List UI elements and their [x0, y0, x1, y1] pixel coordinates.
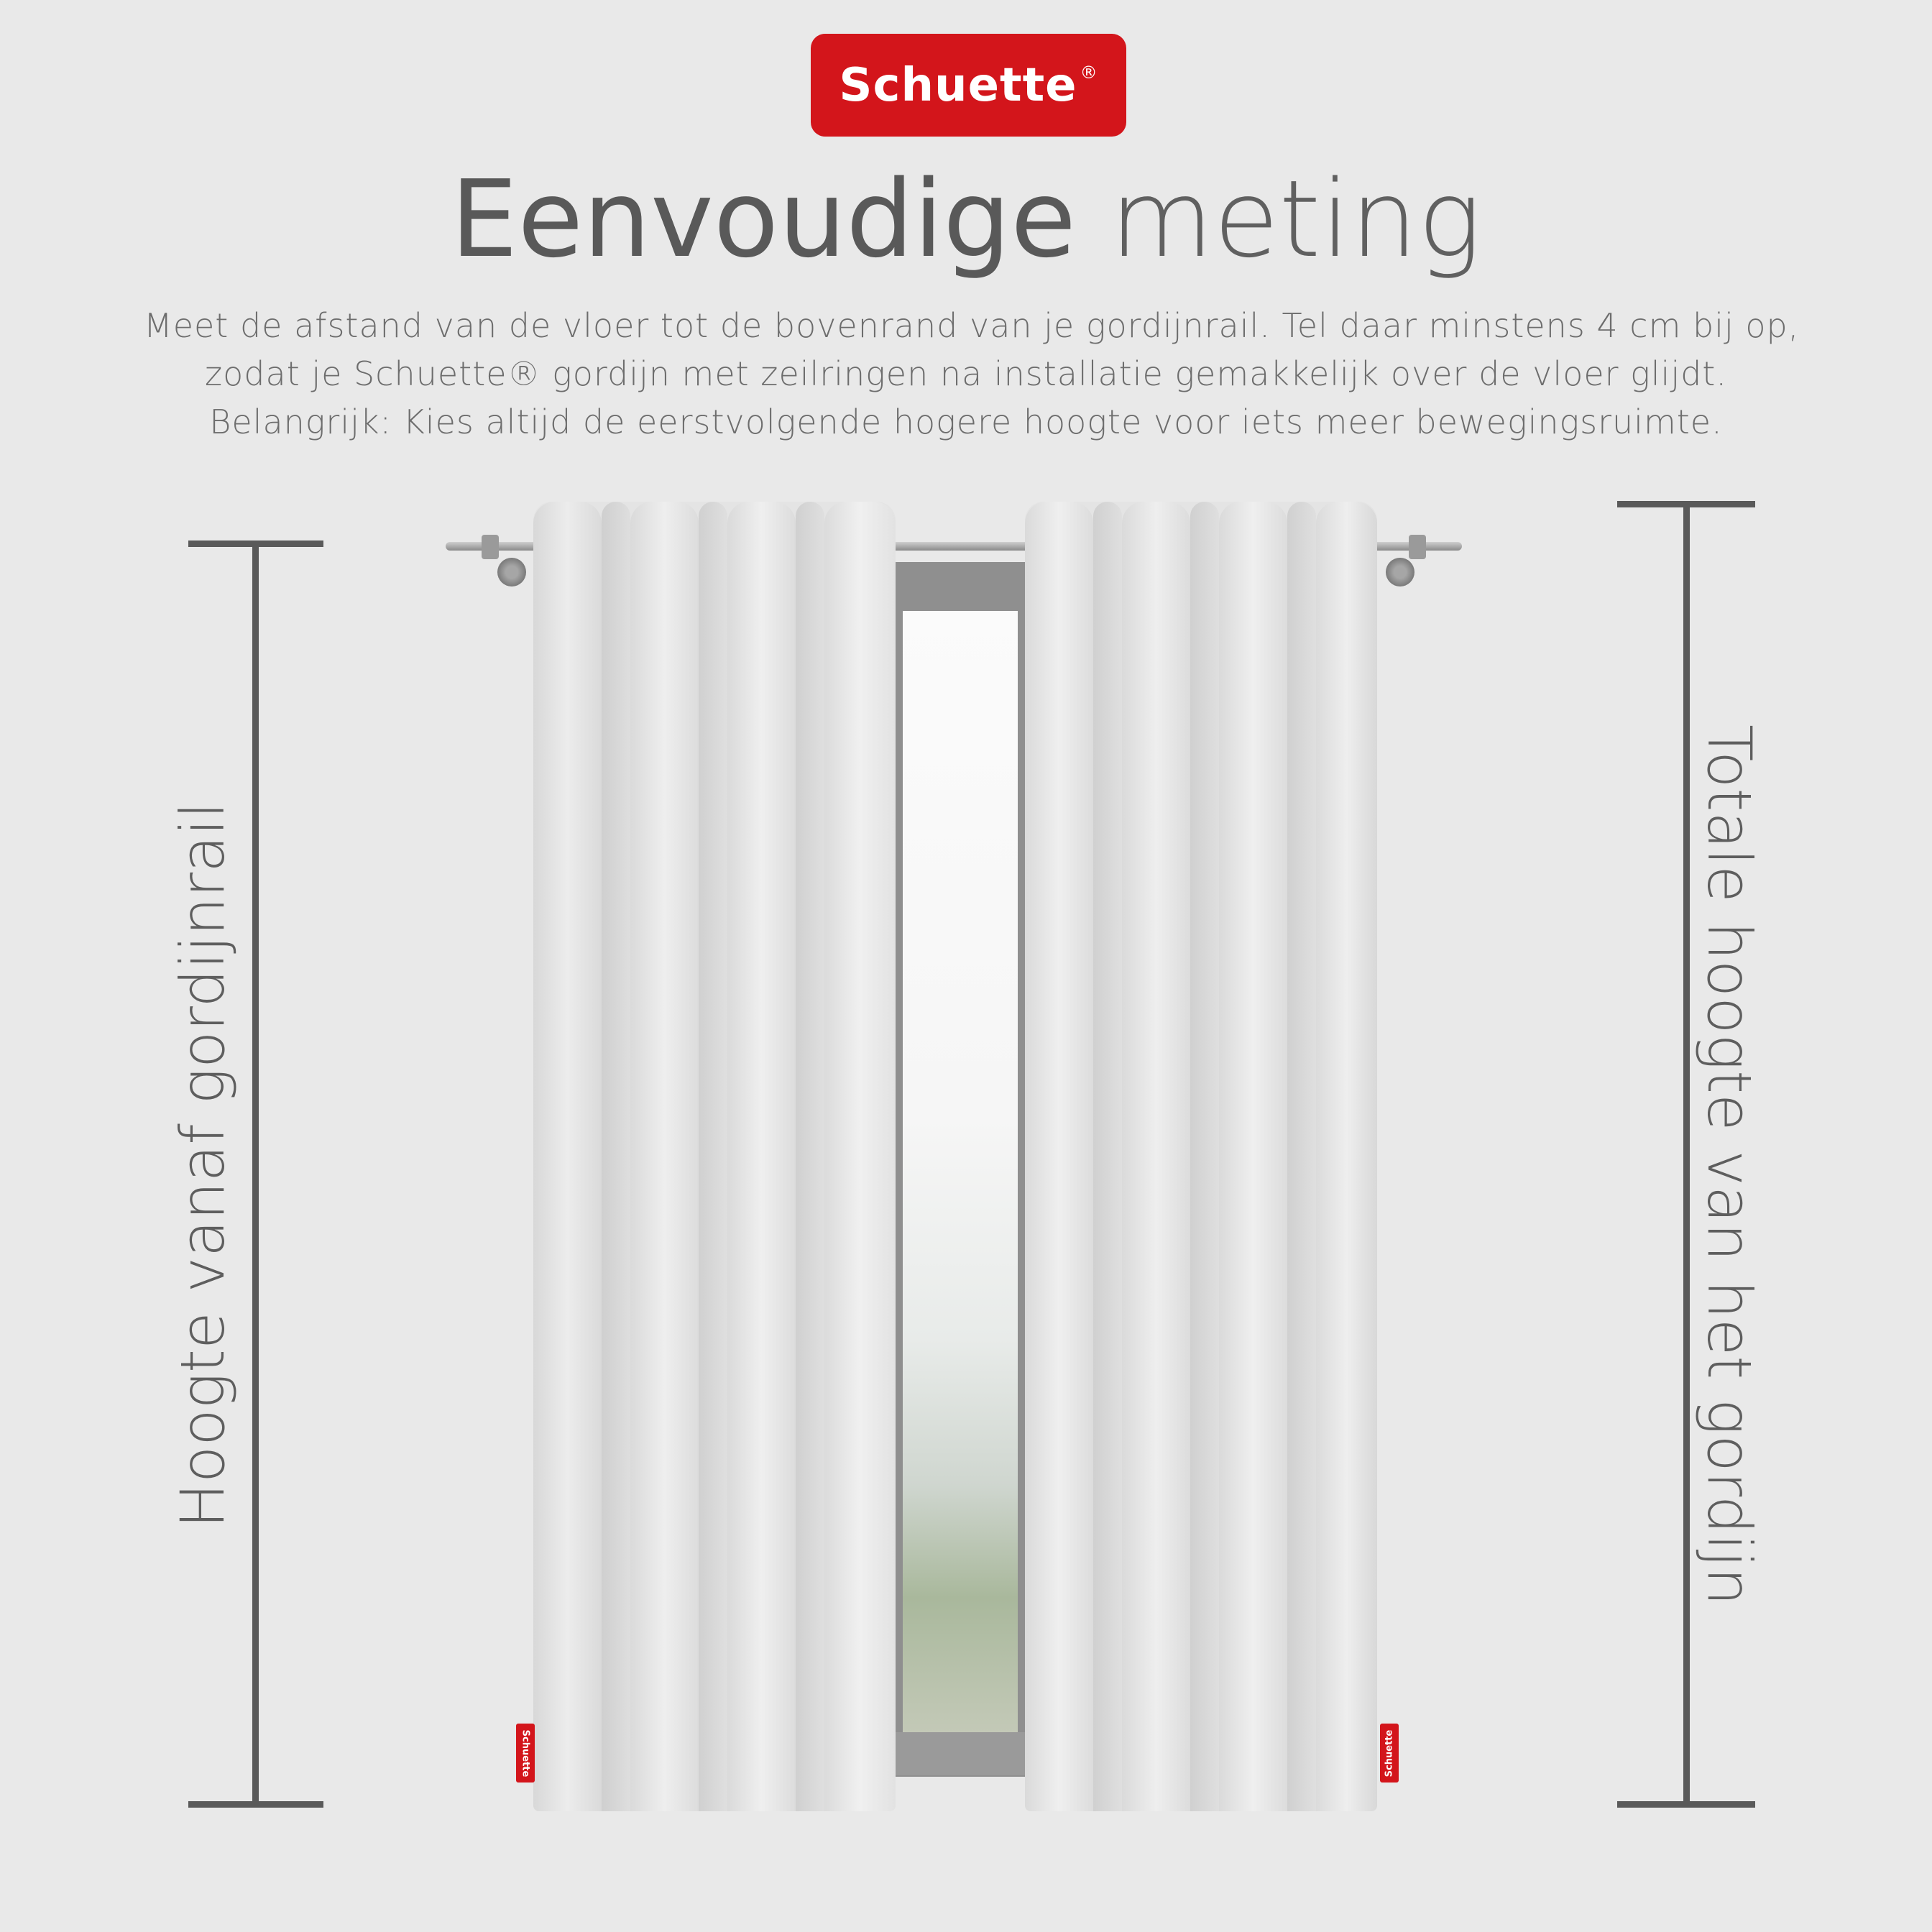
curtain-pleat — [1025, 502, 1093, 1811]
right-measure-bottom-cap — [1617, 1801, 1755, 1808]
description-line-3: Belangrijk: Kies altijd de eerstvolgende hogere hoogte voor iets meer bewegingsruimte. — [209, 402, 1723, 441]
window-sill — [896, 1732, 1025, 1775]
rod-bracket-right — [1386, 558, 1414, 586]
description — [144, 302, 1800, 446]
right-curtain-tag-text: Schuette — [1384, 1729, 1395, 1777]
curtain-pleat — [1287, 502, 1316, 1811]
curtain-pleat — [630, 502, 699, 1811]
right-measure-label: Totale hoogte van het gordijn — [1694, 724, 1765, 1606]
page-title — [0, 158, 1932, 280]
description-line-1: Meet de afstand van de vloer tot de bovenrand van je gordijnrail. Tel daar minstens 4 cm bij op, — [144, 306, 1800, 345]
left-measure-line — [252, 540, 259, 1807]
curtain-pleat — [1190, 502, 1219, 1811]
rod-finial-left — [482, 535, 499, 559]
schuette-logo — [811, 34, 1126, 137]
curtain-pleat — [602, 502, 630, 1811]
left-curtain-panel — [533, 502, 896, 1811]
right-measure-line — [1683, 501, 1690, 1807]
description-line-2: zodat je Schuette® gordijn met zeilringen na installatie gemakkelijk over de vloer glijdt. — [205, 354, 1727, 393]
curtain-pleat — [1093, 502, 1122, 1811]
curtain-pleat — [1316, 502, 1377, 1811]
left-measure-label: Hoogte vanaf gordijnrail — [167, 801, 238, 1529]
right-curtain-panel — [1025, 502, 1377, 1811]
logo-text: Schuette — [839, 58, 1077, 112]
left-curtain-tag-text: Schuette — [520, 1729, 531, 1777]
rod-finial-right — [1409, 535, 1426, 559]
left-curtain-tag — [516, 1724, 535, 1782]
title-light: meting — [1110, 157, 1482, 281]
registered-mark: ® — [1080, 62, 1098, 83]
right-curtain-tag — [1380, 1724, 1399, 1782]
left-measure-bottom-cap — [188, 1801, 323, 1808]
curtain-pleat — [699, 502, 727, 1811]
curtain-pleat — [796, 502, 824, 1811]
curtain-pleat — [824, 502, 896, 1811]
window-glass — [903, 611, 1018, 1732]
rod-bracket-left — [497, 558, 526, 586]
curtain-pleat — [1219, 502, 1287, 1811]
curtain-pleat — [1122, 502, 1190, 1811]
curtain-pleat — [533, 502, 602, 1811]
title-bold: Eenvoudige — [450, 157, 1077, 281]
curtain-pleat — [727, 502, 796, 1811]
